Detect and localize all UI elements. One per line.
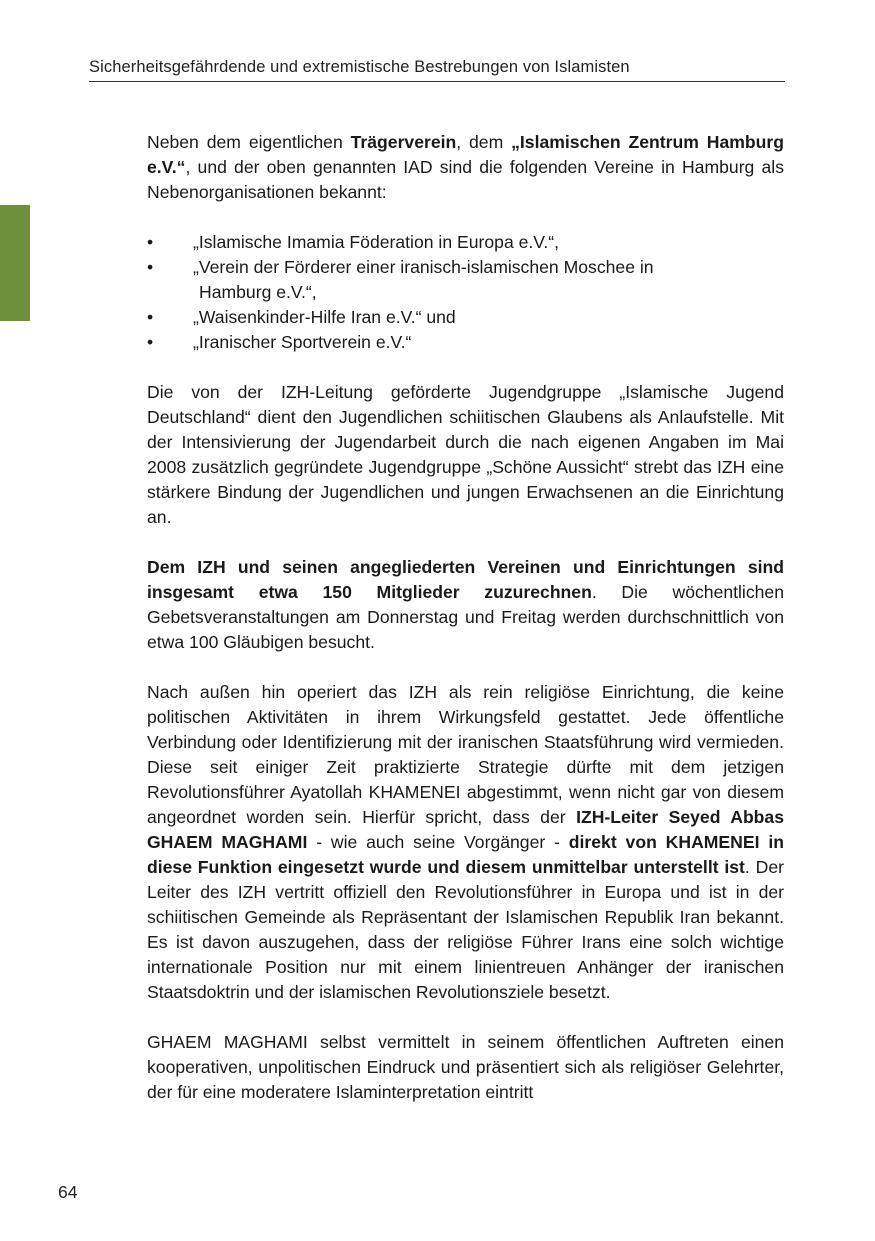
- organisation-list: [147, 230, 784, 355]
- closing-paragraph: GHAEM MAGHAMI selbst vermittelt in seinem öffentlichen Auftreten einen kooperativen, unpolitischen Eindruck und präsentiert sich als religiöser Gelehrter, der für eine moderatere Islaminterpretation eintritt: [147, 1032, 784, 1102]
- outward-bold-appointment: direkt von KHAMENEI in diese Funktion eingesetzt wurde und diesem unmittelbar unterstellt ist: [147, 832, 784, 877]
- outward-bold-leader: IZH-Leiter Seyed Abbas GHAEM MAGHAMI: [147, 807, 785, 852]
- list-item: [147, 255, 784, 305]
- bullet-icon: •: [147, 307, 154, 327]
- members-bold-statement: Dem IZH und seinen angegliederten Vereinen und Einrichtungen sind insgesamt etwa 150 Mitglieder zuzurechnen: [147, 557, 784, 602]
- intro-bold-izh-name: „Islamischen Zentrum Hamburg e.V.“: [147, 132, 785, 177]
- body-text: [147, 130, 784, 1105]
- list-item-text: „Waisenkinder-Hilfe Iran e.V.“ und: [193, 307, 456, 327]
- page-number: 64: [58, 1182, 78, 1202]
- list-item-text: „Islamische Imamia Föderation in Europa e.V.“,: [193, 232, 560, 252]
- members-paragraph: [147, 555, 784, 655]
- list-item: [147, 230, 784, 255]
- members-text: . Die wöchentlichen Gebetsveranstaltungen am Donnerstag und Freitag werden durchschnittlich von etwa 100 Gläubigen besucht.: [147, 582, 784, 652]
- bullet-icon: •: [147, 232, 154, 252]
- intro-text-1: Neben dem eigentlichen: [147, 132, 351, 152]
- youth-paragraph: Die von der IZH-Leitung geförderte Jugendgruppe „Islamische Jugend Deutschland“ dient den Jugendlichen schiitischen Glaubens als Anlaufstelle. Mit der Intensivierung der Jugendarbeit durch die nach eigenen Angaben im Mai 2008 zusätzlich gegründete Jugendgruppe „Schöne Aussicht“ strebt das IZH eine stärkere Bindung der Jugendlichen und jungen Erwachsenen an die Einrichtung an.: [147, 382, 784, 527]
- list-item-text: „Verein der Förderer einer iranisch-islamischen Moschee in: [193, 257, 654, 277]
- intro-bold-traegerverein: Trägerverein: [350, 132, 457, 152]
- list-item-text-continuation: Hamburg e.V.“,: [199, 282, 317, 302]
- chapter-color-tab: [0, 205, 30, 321]
- intro-text-3: , und der oben genannten IAD sind die folgenden Vereine in Hamburg als Nebenorganisationen bekannt:: [147, 157, 784, 202]
- intro-paragraph: [147, 130, 784, 205]
- list-item: [147, 330, 784, 355]
- list-item: [147, 305, 784, 330]
- outward-text-2: - wie auch seine Vorgänger -: [307, 832, 569, 852]
- outward-paragraph: [147, 680, 784, 1005]
- outward-text-3: . Der Leiter des IZH vertritt offiziell den Revolutionsführer in Europa und ist in der schiitischen Gemeinde als Repräsentant der Islamischen Republik Iran bekannt. Es ist davon auszugehen, dass der religiöse Führer Irans eine solch wichtige internationale Position nur mit einem linientreuen Anhänger der iranischen Staatsdoktrin und der islamischen Revolutionsziele besetzt.: [147, 857, 784, 1002]
- bullet-icon: •: [147, 332, 154, 352]
- list-item-text: „Iranischer Sportverein e.V.“: [193, 332, 412, 352]
- outward-text-1: Nach außen hin operiert das IZH als rein religiöse Einrichtung, die keine politischen Aktivitäten in ihrem Wirkungsfeld gestattet. Jede öffentliche Verbindung oder Identifizierung mit der iranischen Staatsführung wird vermieden. Diese seit einiger Zeit praktizierte Strategie dürfte mit dem jetzigen Revolutionsführer Ayatollah KHAMENEI abgestimmt, wenn nicht gar von diesem angeordnet worden sein. Hierfür spricht, dass der: [147, 682, 784, 827]
- running-header: Sicherheitsgefährdende und extremistische Bestrebungen von Islamisten: [89, 58, 785, 82]
- bullet-icon: •: [147, 257, 154, 277]
- intro-text-2: , dem: [456, 132, 512, 152]
